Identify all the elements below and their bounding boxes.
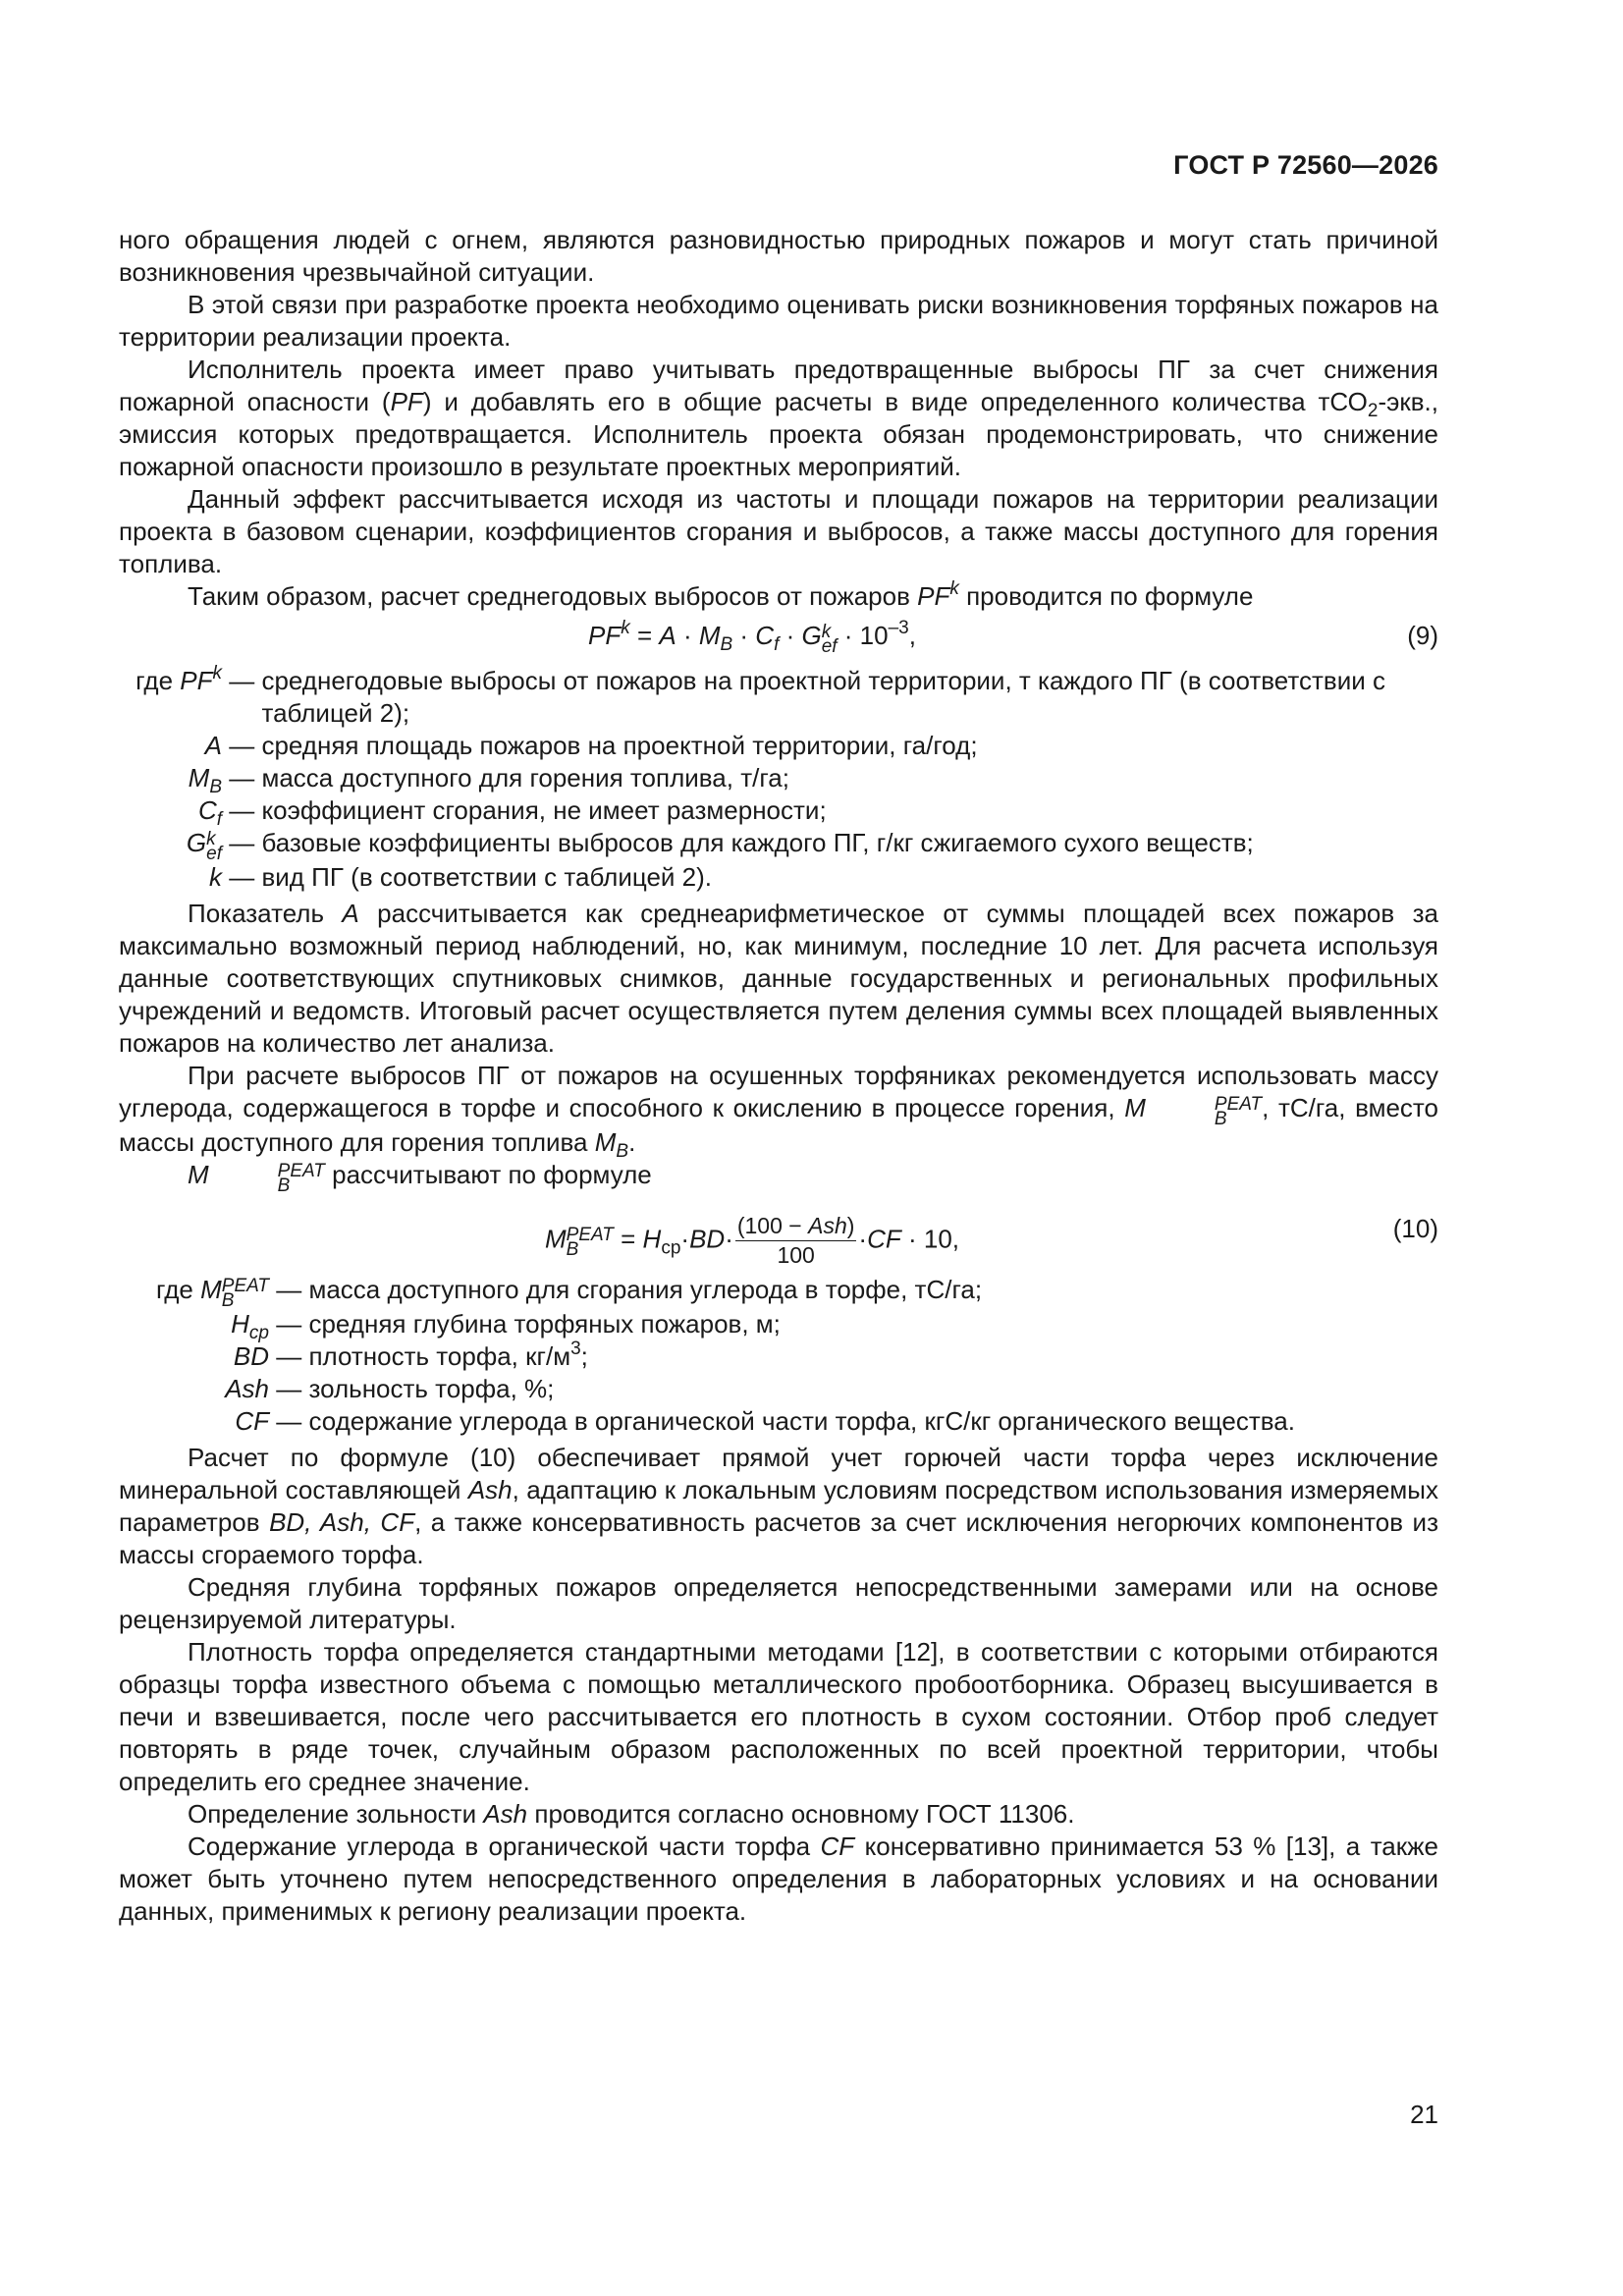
paragraph <box>119 224 1438 289</box>
legend-symbol <box>119 1373 269 1405</box>
legend-text: вид ПГ (в соответствии с таблицей 2). <box>261 862 713 892</box>
legend-symbol <box>119 762 222 797</box>
legend-row <box>119 861 1438 894</box>
sup: PEAT <box>1214 1094 1263 1115</box>
text: Показатель <box>188 899 343 928</box>
sym: H <box>642 1224 662 1254</box>
legend-symbol <box>119 1405 269 1438</box>
legend-symbol <box>119 1340 269 1373</box>
legend-description <box>261 762 1438 794</box>
sub: ef <box>821 636 838 657</box>
document-code: ГОСТ Р 72560—2026 <box>1173 150 1438 180</box>
legend-symbol-letter: C <box>197 795 217 825</box>
legend-row <box>119 794 1438 830</box>
text: проводится согласно основному ГОСТ 11306. <box>527 1799 1075 1829</box>
text: рассчитывается как среднеарифметическое от суммы площадей всех пожаров за максимально возможный период наблюдений, но, как минимум, последние 10 лет. Для расчета используя данные соответствующих спутниковых снимков, данные государственных и региональных профильных учреждений и ведомств. Итоговый расчет осуществляется путем деления суммы всех площадей выявленных пожаров на количество лет анализа. <box>119 899 1438 1058</box>
text: Плотность торфа определяется стандартными методами [12], в соответствии с которыми отбираются образцы торфа известного объема с помощью металлического пробоотборника. Образец высушивается в печи и взвешивается, после чего рассчитывается его плотность в сухом состоянии. Отбор проб следует повторять в ряде точек, случайным образом расположенных по всей проектной территории, чтобы определить его среднее значение. <box>119 1637 1438 1796</box>
symbol: Ash <box>483 1799 528 1829</box>
superscript: k <box>949 578 959 599</box>
supsub <box>821 622 838 657</box>
sym: A <box>659 621 676 650</box>
legend-description <box>308 1373 1438 1405</box>
text: ) и добавлять его в общие расчеты в виде определенного количества тСО <box>422 387 1368 416</box>
legend-symbol <box>119 1274 269 1311</box>
sym: PF <box>588 621 622 650</box>
sup: PEAT <box>566 1225 614 1246</box>
text: -экв., эмиссия которых предотвращается. Исполнитель проекта обязан продемонстрировать, что снижение пожарной опасности произошло в результате проектных мероприятий. <box>119 387 1438 481</box>
legend-row <box>119 1373 1438 1405</box>
legend-symbol <box>119 1308 269 1343</box>
sup: k <box>621 618 630 638</box>
paragraph <box>119 580 1438 613</box>
legend-text: масса доступного для сгорания углерода в торфе, тС/га; <box>308 1275 983 1304</box>
legend-symbol-letter: CF <box>235 1406 269 1436</box>
page-body <box>119 224 1438 1928</box>
paragraph <box>119 1636 1438 1798</box>
text: · 10, <box>900 1224 960 1254</box>
sup: k <box>206 829 216 849</box>
legend-dash: — <box>222 666 262 695</box>
text: Таким образом, расчет среднегодовых выбросов от пожаров <box>188 581 918 611</box>
legend-symbol-letter: H <box>231 1309 249 1339</box>
text: Исполнитель проекта имеет право учитывать предотвращенные выбросы ПГ за счет снижения пожарной опасности ( <box>119 355 1438 416</box>
paragraph <box>119 1831 1438 1928</box>
op: · <box>680 1224 690 1254</box>
legend-symbol-letter: G <box>186 828 207 857</box>
legend-symbol <box>119 730 222 762</box>
sub: f <box>774 634 780 655</box>
legend-row <box>119 665 1438 730</box>
legend-description <box>261 665 1438 730</box>
sup: PEAT <box>277 1161 325 1181</box>
symbol: BD, Ash, CF <box>269 1507 415 1537</box>
legend-dash: — <box>222 795 262 825</box>
symbol: А <box>342 899 359 928</box>
formula-10 <box>119 1195 1438 1266</box>
legend-symbol <box>119 665 222 697</box>
legend-text: ; <box>580 1341 588 1371</box>
legend-row <box>119 1274 1438 1311</box>
sym: M <box>698 621 721 650</box>
text: консервативно принимается 53 % [13], а также может быть уточнено путем непосредственного определения в лабораторных условиях и на основании данных, применимых к региону реализации проекта. <box>119 1831 1438 1926</box>
text: ) <box>846 1213 855 1238</box>
paragraph <box>119 1798 1438 1831</box>
legend-symbol <box>119 861 222 894</box>
legend-text: среднегодовые выбросы от пожаров на проектной территории, т каждого ПГ (в соответствии с таблицей 2); <box>261 666 1386 728</box>
formula-expression <box>588 618 916 657</box>
legend-prefix: где <box>155 1275 201 1304</box>
paragraph <box>119 1159 1438 1196</box>
paragraph <box>119 289 1438 354</box>
legend-symbol-letter: M <box>200 1275 222 1304</box>
legend-description <box>261 827 1438 859</box>
sub: B <box>1214 1109 1227 1129</box>
paragraph <box>119 483 1438 580</box>
symbol: CF <box>820 1831 855 1861</box>
sup: k <box>821 622 832 642</box>
op: · <box>732 621 756 650</box>
legend-dash: — <box>222 731 262 760</box>
legend-symbol-letter: Ash <box>225 1374 269 1403</box>
sub: ср <box>661 1237 681 1259</box>
legend-prefix: где <box>135 666 181 695</box>
legend-symbol <box>119 794 222 830</box>
symbol: M <box>594 1127 617 1157</box>
symbol: M <box>188 1160 209 1189</box>
legend-dash: — <box>222 828 262 857</box>
paragraph <box>119 354 1438 483</box>
legend-dash: — <box>222 862 262 892</box>
text: (100 − <box>736 1213 809 1238</box>
legend-dash: — <box>269 1374 309 1403</box>
supsub <box>566 1225 614 1261</box>
sub: f <box>216 809 222 830</box>
legend-description <box>308 1340 1438 1373</box>
text: При расчете выбросов ПГ от пожаров на осушенных торфяниках рекомендуется использовать массу углерода, содержащегося в торфе и способного к окислению в процессе горения, <box>119 1061 1438 1122</box>
text: , адаптацию к локальным условиям посредством использования измеряемых параметров <box>119 1475 1438 1537</box>
sub: ср <box>248 1323 269 1343</box>
op: · <box>779 621 802 650</box>
num: 10 <box>859 621 889 650</box>
paragraph <box>119 1060 1439 1162</box>
legend-row <box>119 1308 1438 1343</box>
legend-text: плотность торфа, кг/м <box>308 1341 571 1371</box>
sup: PEAT <box>221 1276 269 1296</box>
legend-text: базовые коэффициенты выбросов для каждого ПГ, г/кг сжигаемого сухого веществ; <box>261 828 1254 857</box>
paragraph <box>119 1571 1438 1636</box>
sym: CF <box>867 1224 901 1254</box>
symbol: Ash <box>467 1475 513 1504</box>
sub: B <box>277 1175 291 1196</box>
sub: B <box>209 777 222 797</box>
legend-description <box>308 1405 1438 1438</box>
sub: B <box>616 1141 629 1162</box>
legend-symbol-letter: M <box>188 763 210 793</box>
numerator <box>735 1213 857 1241</box>
sym: BD <box>689 1224 726 1254</box>
formula-expression <box>545 1213 959 1269</box>
formula-9 <box>119 614 1438 660</box>
formula-number: (9) <box>1407 621 1438 650</box>
legend-description <box>261 794 1438 827</box>
legend-symbol-letter: BD <box>233 1341 269 1371</box>
sym: M <box>545 1224 567 1254</box>
op: , <box>908 621 916 650</box>
op: · <box>837 621 860 650</box>
denominator: 100 <box>777 1242 815 1268</box>
text: , тС/га, вместо массы доступного для горения топлива <box>119 1093 1439 1157</box>
sup: –3 <box>888 618 909 638</box>
legend-row <box>119 730 1438 762</box>
sym: C <box>755 621 775 650</box>
text: Средняя глубина торфяных пожаров определяется непосредственными замерами или на основе рецензируемой литературы. <box>119 1572 1438 1634</box>
legend-row <box>119 827 1438 864</box>
legend-row <box>119 762 1438 797</box>
legend-symbol-letter: A <box>204 731 222 760</box>
legend-text: содержание углерода в органической части торфа, кгС/кг органического вещества. <box>308 1406 1295 1436</box>
legend-text: зольность торфа, %; <box>308 1374 555 1403</box>
legend-text: средняя площадь пожаров на проектной территории, га/год; <box>261 731 978 760</box>
symbol: M <box>1124 1093 1146 1122</box>
text: В этой связи при разработке проекта необходимо оценивать риски возникновения торфяных пожаров на территории реализации проекта. <box>119 290 1438 352</box>
page-number: 21 <box>1410 2100 1438 2129</box>
formula-9-legend <box>119 665 1438 894</box>
text: рассчитывают по формуле <box>324 1160 652 1189</box>
op: = <box>629 621 660 650</box>
legend-symbol-letter: PF <box>180 666 213 695</box>
legend-description <box>308 1308 1438 1340</box>
sub: B <box>720 634 733 655</box>
sup: 3 <box>570 1339 581 1359</box>
op: = <box>613 1224 643 1254</box>
text: . <box>628 1127 636 1157</box>
formula-number: (10) <box>1392 1214 1438 1243</box>
legend-symbol-letter: k <box>209 862 222 892</box>
legend-dash: — <box>269 1341 309 1371</box>
text: ного обращения людей с огнем, являются разновидностью природных пожаров и могут стать причиной возникновения чрезвычайной ситуации. <box>119 225 1438 287</box>
legend-dash: — <box>269 1309 309 1339</box>
legend-row <box>119 1405 1438 1438</box>
legend-description <box>308 1274 1438 1306</box>
legend-text: коэффициент сгорания, не имеет размерности; <box>261 795 827 825</box>
supsub <box>209 1161 325 1196</box>
legend-dash: — <box>269 1275 309 1304</box>
formula-10-legend <box>119 1274 1438 1438</box>
legend-text: средняя глубина торфяных пожаров, м; <box>308 1309 781 1339</box>
sub: ef <box>206 844 222 864</box>
op: · <box>676 621 699 650</box>
legend-row <box>119 1340 1438 1373</box>
sub: B <box>566 1239 579 1261</box>
legend-dash: — <box>269 1406 309 1436</box>
fraction <box>735 1213 857 1269</box>
text: Содержание углерода в органической части торфа <box>188 1831 821 1861</box>
subscript: 2 <box>1367 401 1379 421</box>
symbol: PF <box>390 387 423 416</box>
sup: k <box>212 663 222 683</box>
supsub <box>206 829 222 864</box>
op: · <box>858 1224 868 1254</box>
paragraph <box>119 898 1438 1060</box>
legend-description <box>261 861 1438 894</box>
symbol: PF <box>917 581 950 611</box>
legend-description <box>261 730 1438 762</box>
sym: G <box>801 621 822 650</box>
text: Данный эффект рассчитывается исходя из частоты и площади пожаров на территории реализации проекта в базовом сценарии, коэффициентов сгорания и выбросов, а также массы доступного для горения топлива. <box>119 484 1438 578</box>
paragraph <box>119 1442 1438 1571</box>
text: Расчет по формуле (10) обеспечивает прямой учет горючей части торфа через исключение минеральной составляющей <box>119 1443 1438 1504</box>
op: · <box>725 1224 733 1254</box>
supsub <box>1146 1094 1263 1129</box>
sub: B <box>221 1290 235 1311</box>
text: , а также консервативность расчетов за счет исключения негорючих компонентов из массы сгораемого торфа. <box>119 1507 1438 1569</box>
sym: Ash <box>808 1213 847 1238</box>
legend-text: масса доступного для горения топлива, т/га; <box>261 763 789 793</box>
supsub <box>221 1276 269 1311</box>
legend-symbol <box>119 827 222 864</box>
text: проводится по формуле <box>958 581 1254 611</box>
text: Определение зольности <box>188 1799 484 1829</box>
legend-dash: — <box>222 763 262 793</box>
